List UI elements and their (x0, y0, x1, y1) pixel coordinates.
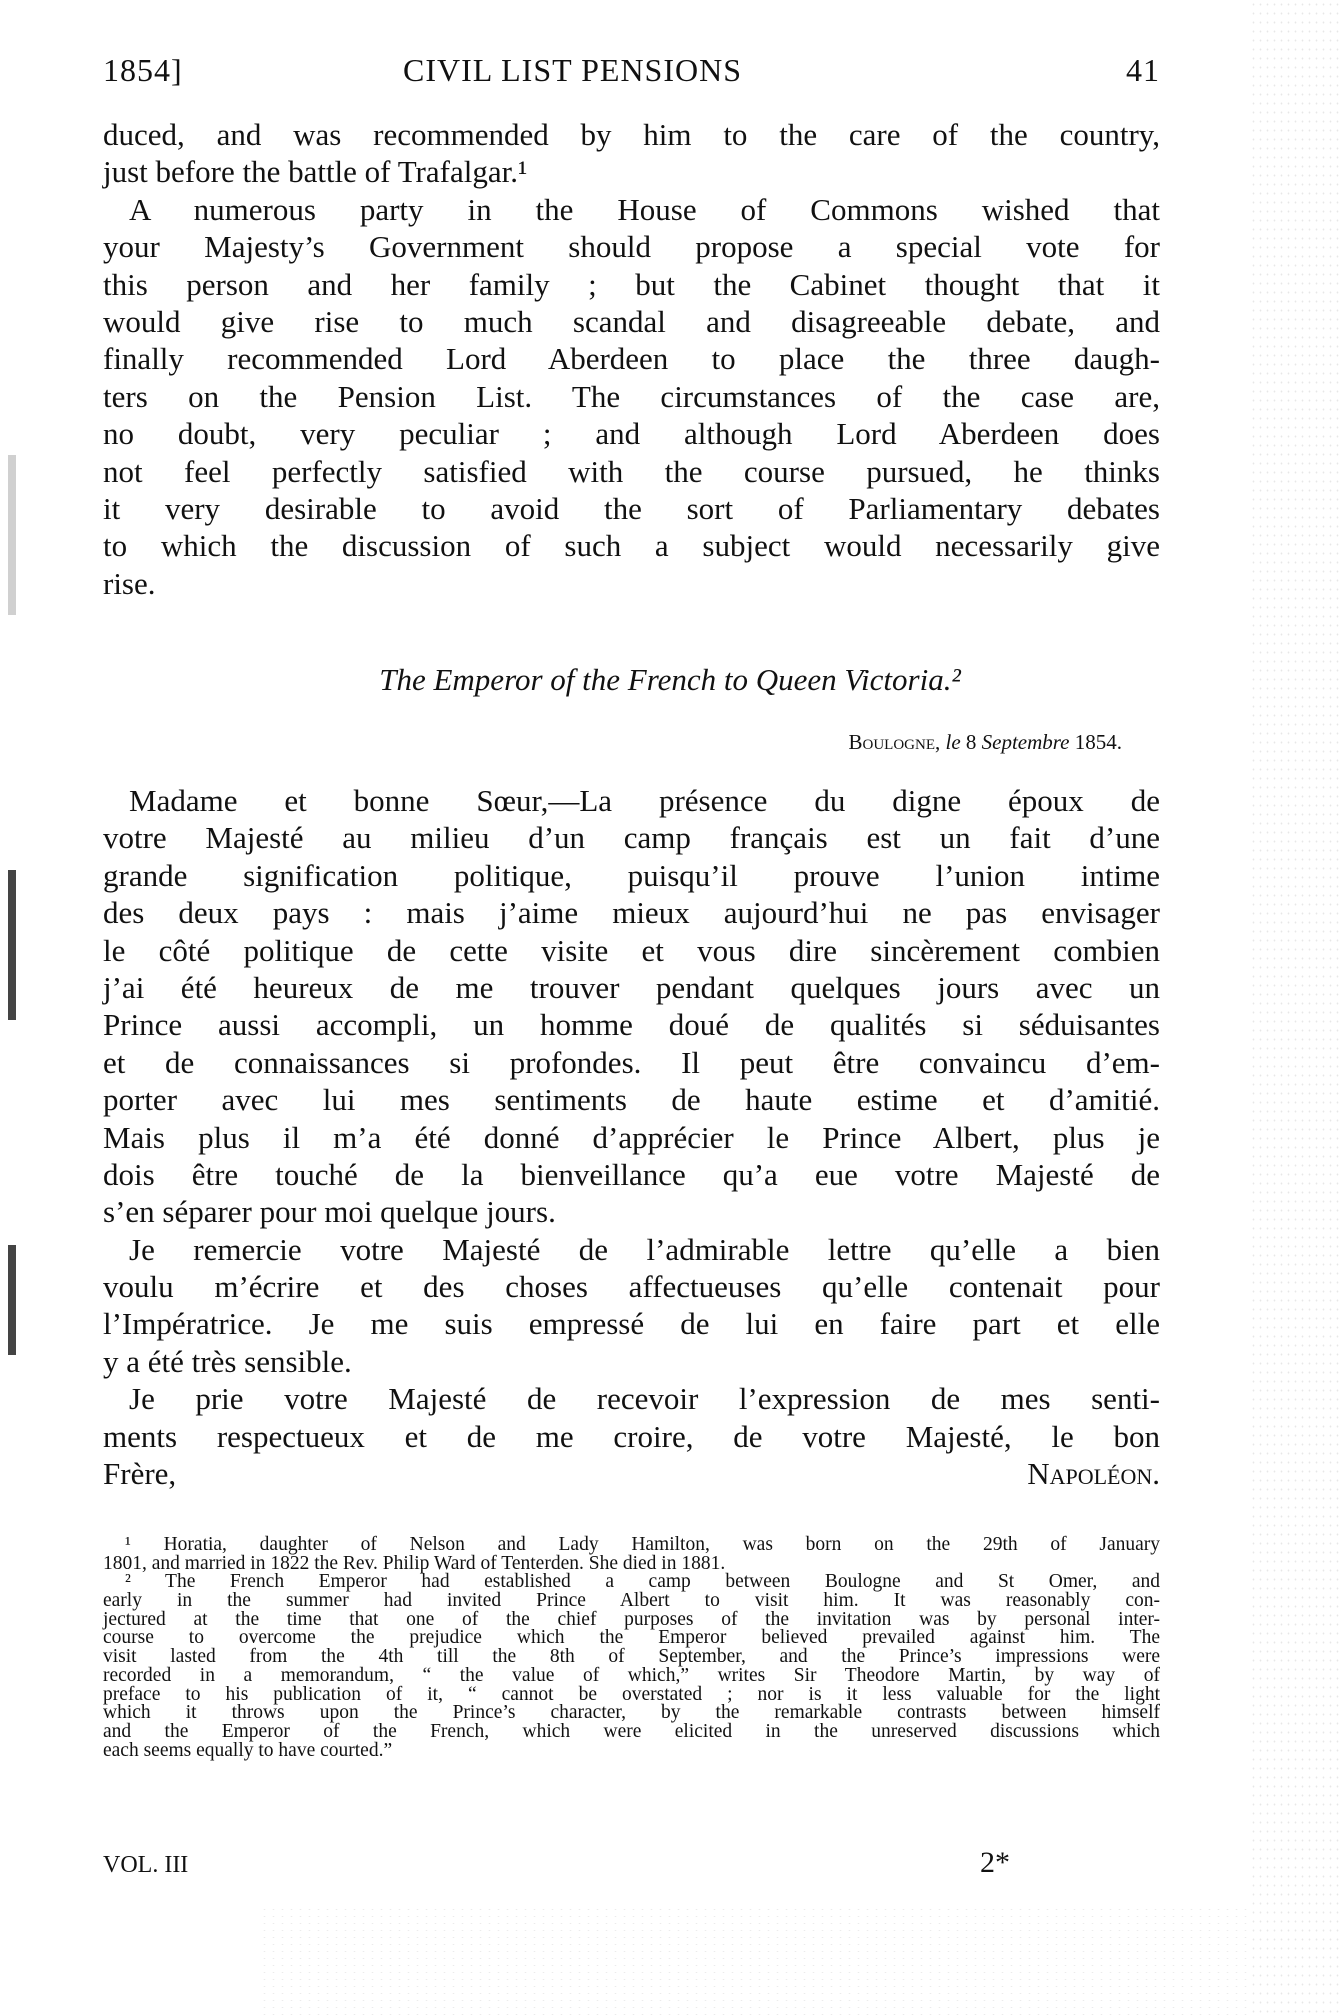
signature: Napoléon. (1027, 1456, 1160, 1492)
header-year: 1854] (103, 52, 183, 88)
text-line: Prince aussi accompli, un homme doué de qualités si séduisantes (103, 1007, 1160, 1043)
letter-body (103, 782, 1160, 1492)
scan-margin-mark (8, 455, 16, 615)
text-line: porter avec lui mes sentiments de haute estime et d’amitié. (103, 1082, 1160, 1118)
text-line: ments respectueux et de me croire, de votre Majesté, le bon (103, 1418, 1160, 1454)
header-title: CIVIL LIST PENSIONS (403, 52, 743, 88)
text-line: voulu m’écrire et des choses affectueuses qu’elle contenait pour (103, 1269, 1160, 1305)
date-le: le (945, 730, 961, 754)
text-line: duced, and was recommended by him to the care of the country, (103, 117, 1160, 152)
scan-margin-mark (8, 870, 16, 1020)
text-line: jectured at the time that one of the chief purposes of the invitation was by personal inter- (103, 1608, 1160, 1630)
text-line: your Majesty’s Government should propose a special vote for (103, 229, 1160, 265)
body-text (103, 116, 1160, 602)
text-line: and the Emperor of the French, which were elicited in the unreserved discussions which (103, 1720, 1160, 1742)
text-line: ² The French Emperor had established a camp between Boulogne and St Omer, and (125, 1571, 1160, 1593)
text-line: no doubt, very peculiar ; and although Lord Aberdeen does (103, 416, 1160, 452)
text-line: course to overcome the prejudice which the Emperor believed prevailed against him. The (103, 1627, 1160, 1649)
paragraph (103, 1380, 1160, 1492)
footnote (103, 1573, 1160, 1760)
text-line: rise. (103, 565, 156, 601)
text-line: le côté politique de cette visite et vous dire sincèrement combien (103, 932, 1160, 968)
text-line: not feel perfectly satisfied with the course pursued, he thinks (103, 453, 1160, 489)
text-line: visit lasted from the 4th till the 8th of September, and the Prince’s impressions were (103, 1646, 1160, 1668)
footnote (103, 1536, 1160, 1573)
paragraph (103, 116, 1160, 191)
text-line: to which the discussion of such a subject would necessarily give (103, 528, 1160, 564)
text-line: it very desirable to avoid the sort of Parliamentary debates (103, 490, 1160, 526)
signature-mark: 2* (980, 1846, 1010, 1879)
paragraph (103, 782, 1160, 1231)
text-line: early in the summer had invited Prince Albert to visit him. It was reasonably con- (103, 1590, 1160, 1612)
date-place: Boulogne, (848, 730, 941, 754)
text-line: which it throws upon the Prince’s character, by the remarkable contrasts between himself (103, 1702, 1160, 1724)
text-line: preface to his publication of it, “ cannot be overstated ; nor is it less valuable for the light (103, 1683, 1160, 1705)
text-line: s’en séparer pour moi quelque jours. (103, 1194, 556, 1230)
text-line: et de connaissances si profondes. Il peut être convaincu d’em- (103, 1044, 1160, 1080)
letter-dateline (848, 730, 1122, 755)
text-line: j’ai été heureux de me trouver pendant quelques jours avec un (103, 969, 1160, 1005)
scan-noise (260, 1906, 1250, 2016)
text-line: Frère, (103, 1456, 177, 1492)
text-line: ters on the Pension List. The circumstances of the case are, (103, 378, 1160, 414)
text-line: each seems equally to have courted.” (103, 1739, 393, 1761)
footnotes (103, 1536, 1160, 1760)
text-line: y a été très sensible. (103, 1343, 352, 1379)
paragraph (103, 191, 1160, 602)
text-line: grande signification politique, puisqu’il prouve l’union intime (103, 857, 1160, 893)
date-day: 8 (965, 730, 977, 754)
text-line: A numerous party in the House of Commons wished that (129, 191, 1160, 227)
text-line: this person and her family ; but the Cabinet thought that it (103, 266, 1160, 302)
text-line: 1801, and married in 1822 the Rev. Philip Ward of Tenterden. She died in 1881. (103, 1552, 726, 1574)
letter-title: The Emperor of the French to Queen Victoria.² (379, 662, 961, 697)
text-line: des deux pays : mais j’aime mieux aujourd’hui ne pas envisager (103, 895, 1160, 931)
text-line: Mais plus il m’a été donné d’apprécier le Prince Albert, plus je (103, 1119, 1160, 1155)
text-line: votre Majesté au milieu d’un camp français est un fait d’une (103, 820, 1160, 856)
text-line: dois être touché de la bienveillance qu’a eue votre Majesté de (103, 1156, 1160, 1192)
page-number: 41 (1126, 52, 1160, 88)
paragraph (103, 1231, 1160, 1381)
text-line: finally recommended Lord Aberdeen to place the three daugh- (103, 341, 1160, 377)
text-line: l’Impératrice. Je me suis empressé de lui en faire part et elle (103, 1306, 1160, 1342)
text-line: Je prie votre Majesté de recevoir l’expression de mes senti- (129, 1381, 1160, 1417)
date-year: 1854. (1074, 730, 1122, 754)
text-line: Je remercie votre Majesté de l’admirable lettre qu’elle a bien (129, 1231, 1160, 1267)
text-line: would give rise to much scandal and disagreeable debate, and (103, 303, 1160, 339)
text-line: Madame et bonne Sœur,—La présence du digne époux de (129, 783, 1160, 818)
date-month: Septembre (981, 730, 1070, 754)
scan-noise (1250, 0, 1340, 2016)
volume-label: VOL. III (103, 1852, 189, 1878)
text-line: just before the battle of Trafalgar.¹ (103, 154, 528, 190)
text-line: ¹ Horatia, daughter of Nelson and Lady Hamilton, was born on the 29th of January (125, 1534, 1160, 1555)
scan-margin-mark (8, 1245, 16, 1355)
text-line: recorded in a memorandum, “ the value of which,” writes Sir Theodore Martin, by way of (103, 1664, 1160, 1686)
